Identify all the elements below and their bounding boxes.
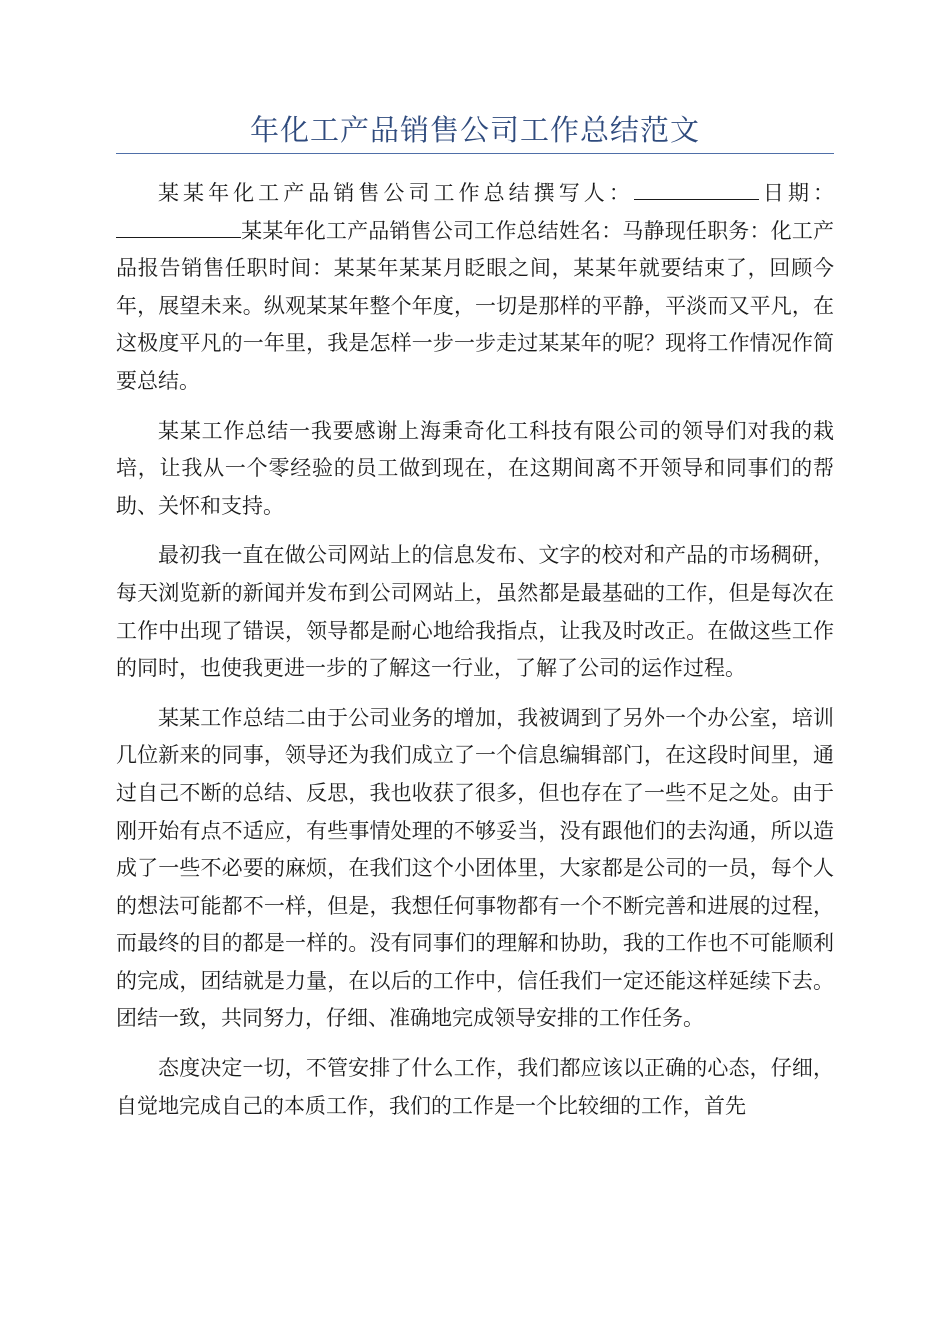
- paragraph-summary-two: 某某工作总结二由于公司业务的增加，我被调到了另外一个办公室，培训几位新来的同事，领导还为我们成立了一个信息编辑部门，在这段时间里，通过自己不断的总结、反思，我也收获了很多，但也存在了一些不足之处。由于刚开始有点不适应，有些事情处理的不够妥当，没有跟他们的去沟通，所以造成了一些不必要的麻烦，在我们这个小团体里，大家都是公司的一员，每个人的想法可能都不一样，但是，我想任何事物都有一个不断完善和进展的过程，而最终的目的都是一样的。没有同事们的理解和协助，我的工作也不可能顺利的完成，团结就是力量，在以后的工作中，信任我们一定还能这样延续下去。团结一致，共同努力，仔细、准确地完成领导安排的工作任务。: [116, 705, 834, 1031]
- paragraph-intro: [116, 175, 834, 401]
- document-title: 年化工产品销售公司工作总结范文: [249, 113, 700, 147]
- paragraph-initial-work: 最初我一直在做公司网站上的信息发布、文字的校对和产品的市场稠研，每天浏览新的新闻并发布到公司网站上，虽然都是最基础的工作，但是每次在工作中出现了错误，领导都是耐心地给我指点，让我及时改正。在做这些工作的同时，也使我更进一步的了解这一行业，了解了公司的运作过程。: [116, 543, 834, 681]
- paragraph-attitude: 态度决定一切，不管安排了什么工作，我们都应该以正确的心态，仔细，自觉地完成自己的本质工作，我们的工作是一个比较细的工作，首先: [116, 1056, 834, 1118]
- date-blank: [116, 218, 241, 238]
- document-body: [116, 175, 834, 1137]
- author-label: 某某年化工产品销售公司工作总结撰写人：: [158, 181, 634, 205]
- date-label: 日期：: [758, 181, 835, 205]
- paragraph-summary-one: 某某工作总结一我要感谢上海秉奇化工科技有限公司的领导们对我的栽培，让我从一个零经验的员工做到现在，在这期间离不开领导和同事们的帮助、关怀和支持。: [116, 418, 834, 518]
- author-blank: [634, 180, 759, 200]
- title-underline: [116, 153, 834, 154]
- intro-text: 某某年化工产品销售公司工作总结姓名：马静现任职务：化工产品报告销售任职时间：某某年某某月眨眼之间，某某年就要结束了，回顾今年，展望未来。纵观某某年整个年度，一切是那样的平静，平淡而又平凡，在这极度平凡的一年里，我是怎样一步一步走过某某年的呢？现将工作情况作简要总结。: [116, 218, 834, 393]
